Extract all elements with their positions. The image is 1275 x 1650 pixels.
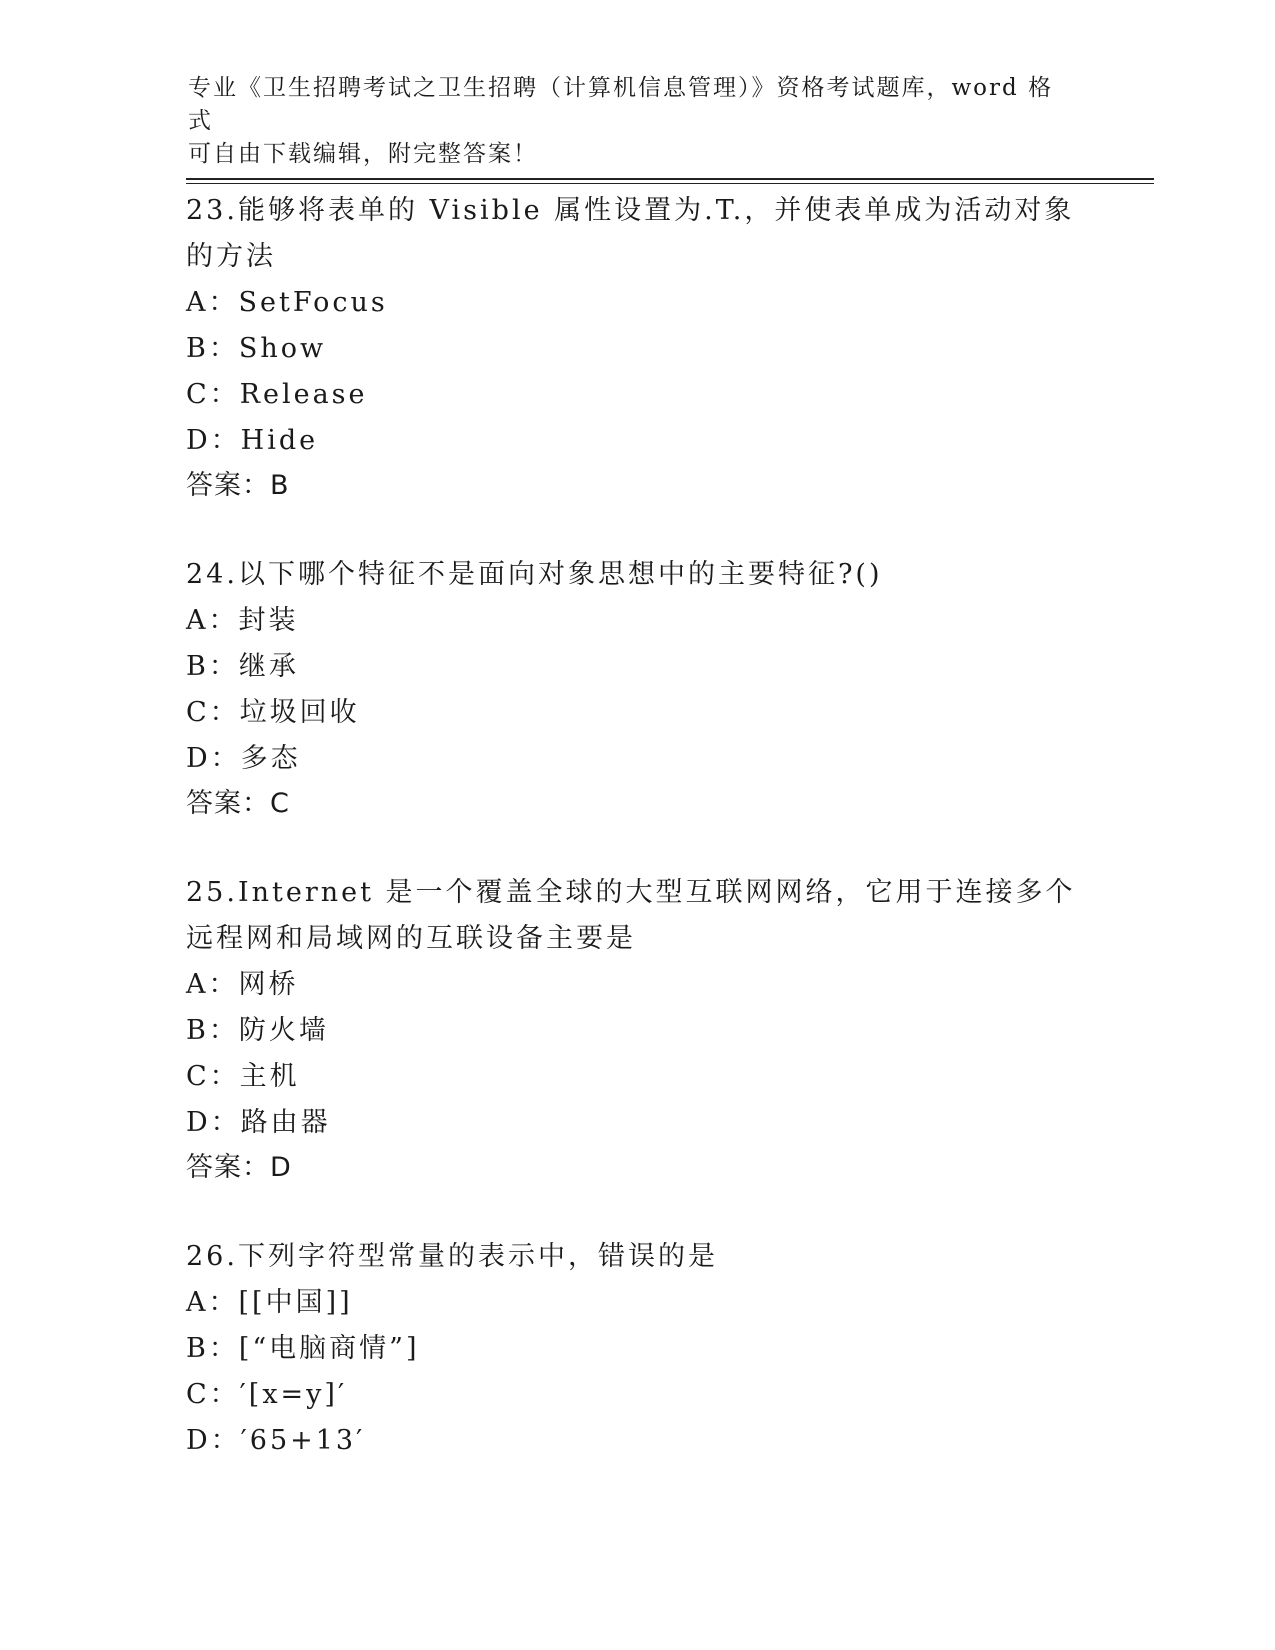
question-stem: 23.能够将表单的 Visible 属性设置为.T.，并使表单成为活动对象的方法	[186, 195, 1075, 272]
question-stem: 26.下列字符型常量的表示中，错误的是	[186, 1241, 718, 1272]
header-line-2: 可自由下载编辑，附完整答案！	[188, 141, 538, 167]
option-d: D：路由器	[186, 1107, 331, 1138]
question-list	[186, 188, 1086, 1508]
header-line-1: 专业《卫生招聘考试之卫生招聘（计算机信息管理）》资格考试题库，word 格式	[188, 75, 1054, 134]
option-b: B：继承	[186, 651, 299, 682]
option-a: A：网桥	[186, 969, 299, 1000]
question-stem: 25.Internet 是一个覆盖全球的大型互联网网络，它用于连接多个远程网和局域网的互联设备主要是	[186, 877, 1076, 954]
option-c: C：垃圾回收	[186, 697, 360, 728]
option-a: A：SetFocus	[186, 287, 388, 318]
question-stem: 24.以下哪个特征不是面向对象思想中的主要特征?()	[186, 559, 883, 590]
option-b: B：[“电脑商情”]	[186, 1333, 420, 1364]
answer-label: 答案：C	[186, 788, 290, 819]
header-divider-thin	[186, 183, 1154, 184]
answer-label: 答案：B	[186, 470, 290, 501]
option-c: C：Release	[186, 379, 368, 410]
answer-label: 答案：D	[186, 1152, 292, 1183]
header-divider-thick	[186, 178, 1154, 180]
option-b: B：Show	[186, 333, 327, 364]
option-c: C：′[x=y]′	[186, 1379, 348, 1410]
document-header	[188, 72, 1068, 171]
option-a: A：[[中国]]	[186, 1287, 353, 1318]
question-23	[186, 188, 1086, 508]
question-26	[186, 1234, 1086, 1464]
option-c: C：主机	[186, 1061, 300, 1092]
option-d: D：′65+13′	[186, 1425, 366, 1456]
option-b: B：防火墙	[186, 1015, 329, 1046]
option-d: D：多态	[186, 743, 301, 774]
option-a: A：封装	[186, 605, 299, 636]
question-24	[186, 552, 1086, 826]
question-25	[186, 870, 1086, 1190]
option-d: D：Hide	[186, 425, 319, 456]
